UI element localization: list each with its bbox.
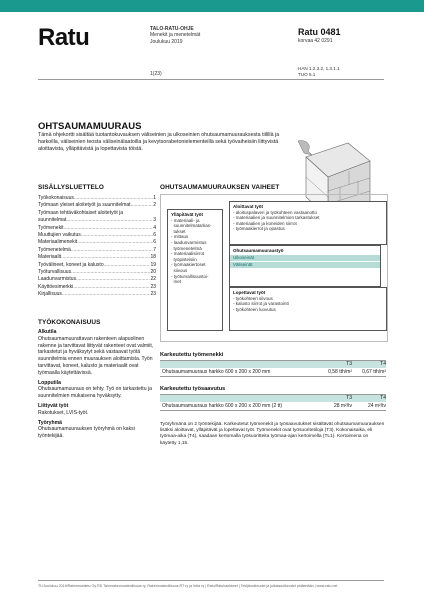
classification-han: HAN 1.2.3.2, 1.3.1.1 (298, 66, 340, 71)
section-title: Liittyvät työt (38, 402, 69, 409)
toc-item-leader (74, 195, 153, 202)
toc-item-label: suunnitelmat (38, 217, 67, 224)
toc-item[interactable] (38, 195, 156, 202)
section-text: Rakotukset, LVIS-työt. (38, 409, 89, 416)
header-meta (150, 26, 200, 45)
main-work-box (229, 245, 381, 287)
list-item: työmenetelmä (171, 245, 202, 251)
footer-text: TL/Joulukuu 2019/Rakennustieto Oy RD Talonrakennusteollisuus ry, Rakennusteollisuus RT ry ja Infra ry | Ratu/Ratuhankkeet | Tekijänoikeudet ja julkaisuoikeudet pidätetään | www.ratu.net (38, 584, 338, 588)
main-work-row-exterior: Ulkoseinät (230, 255, 380, 261)
toc-item-leader (62, 291, 151, 298)
toc-item-page: 19 (150, 261, 156, 268)
table-of-contents (38, 195, 156, 299)
ratu-logo: Ratu (38, 24, 90, 51)
table-row: Ohutsaumamuuraus harkko 600 x 200 x 200 mm 0,58 tth/m² 0,67 tth/m² (162, 369, 386, 375)
toc-item-label: Muuttujien vaikutus (38, 232, 81, 239)
header-classification (298, 66, 340, 78)
toc-item-label: Materiaalimenekit (38, 239, 78, 246)
list-item: met (171, 279, 182, 285)
main-work-row-interior: Väliseinät (230, 262, 380, 268)
toc-item-leader (81, 232, 153, 239)
toc-item-label: Työmenekit (38, 224, 64, 231)
list-item: - työturvallisuustoi- (171, 273, 209, 279)
table1-header: T3 T4 (160, 360, 386, 368)
tables-note: Työryhmänä on 2 työntekijää. Karkeutetut työmenekit ja työsaavutukset sisältävät ohutsaumamuurauksen lisäksi aloittavat, ylläpitävät ja lopettavat työt. Työmenekit ovat työsuoritetiloja (T3). Kokonaisaika, eli työmaa-aika (T4), saadaan kertomalla työsuoritteita työmaa-ajan kertoimella (TL1). Kertoimena on käytetty 1,15. (160, 422, 385, 446)
list-item: - työkohteen luovutus (233, 306, 276, 312)
end-works-list (233, 296, 383, 313)
toc-item[interactable] (38, 269, 156, 276)
whole-heading: TYÖKOKONAISUUS (38, 319, 101, 326)
phases-heading: OHUTSAUMAMUURAUKSEN VAIHEET (160, 184, 280, 191)
toc-item-leader (71, 269, 150, 276)
toc-item-page: 4 (153, 224, 156, 231)
toc-item-label: Materiaalit (38, 254, 62, 261)
toc-item-label: Työturvallisuus (38, 269, 72, 276)
start-works-title: Aloittavat työt (233, 204, 264, 209)
table2-header: T3 T4 (160, 394, 386, 402)
toc-item[interactable] (38, 225, 156, 232)
main-work-title: Ohutsaumamuuraustyö (233, 248, 284, 253)
doc-code: Ratu 0481 (298, 27, 341, 37)
list-item: siivous (171, 267, 188, 273)
list-item: - aloituspalaveri ja työkohteen vastaanotto (233, 209, 318, 215)
section-title: Lopputila (38, 379, 61, 386)
list-item: tukset (171, 228, 186, 234)
toc-item-label: Käyttöesimerkki (38, 283, 74, 290)
table-row: Ohutsaumamuuraus harkko 600 x 200 x 200 mm (2 tt) 28 m²/tv 24 m²/tv (162, 403, 386, 409)
list-item: - materiaalien ja suunnitelmien tarkastukset (233, 215, 320, 221)
toc-item-leader (77, 239, 153, 246)
toc-item[interactable] (38, 254, 156, 261)
toc-item-page: 6 (153, 239, 156, 246)
doc-type: TALO-RATU-OHJE (150, 26, 194, 32)
section-text: Ohutsaumamuurattavan rakenteen alapuolinen rakenne ja tarvittavat liittyvät rakenteet ovat valmiit, tarkastetut ja hyväksytyt sekä vastaavat työtä suunnitelmia ennen muurauksen aloittamista. Työn tarvittavat, koneet, kalusto ja materiaalit ovat työmaalla käytettävissä. (38, 335, 154, 376)
footer-rule (38, 580, 384, 581)
toc-item-leader (73, 284, 150, 291)
list-item: - mittaus (171, 234, 189, 240)
table2-caption: Karkeutettu työsaavutus (160, 386, 226, 392)
toc-item-label: Työvälineet, koneet ja kalusto (38, 261, 104, 268)
doc-subtitle-1: Menekit ja menetelmät (150, 32, 201, 39)
start-works-list (233, 210, 383, 232)
header-code-block (298, 27, 341, 44)
list-item: - materiaalien ja koneiden siirrot (233, 220, 297, 226)
toc-item-page: 23 (150, 291, 156, 298)
toc-item-page: 3 (153, 217, 156, 224)
toc-item-page: 23 (150, 283, 156, 290)
toc-item[interactable] (38, 217, 156, 224)
replaces-code: korvaa 42 0291 (298, 38, 333, 44)
toc-item-leader (66, 217, 153, 224)
list-item: työpisteisiin (171, 256, 197, 262)
toc-item-page: 6 (153, 232, 156, 239)
phases-diagram (160, 194, 388, 342)
toc-item[interactable] (38, 210, 156, 217)
prep-works-title: Ylläpitävät työt (171, 212, 204, 217)
toc-item[interactable] (38, 247, 156, 254)
section-title: Työryhmä (38, 419, 62, 426)
toc-item[interactable] (38, 284, 156, 291)
toc-item[interactable] (38, 262, 156, 269)
table1-caption: Karkeutettu työmenekki (160, 352, 224, 358)
toc-item-page: 7 (153, 246, 156, 253)
toc-item-label: Työkokonaisuus (38, 195, 74, 201)
list-item: - kalusto siirrot ja varastointi (233, 301, 289, 307)
toc-item[interactable] (38, 239, 156, 246)
page-title: OHTSAUMAMUURAUS (38, 121, 142, 132)
section-text: Ohutsaumamuuraus on tehty. Työ on tarkastettu ja suunnitelmien mukaisena hyväksytty. (38, 386, 152, 400)
start-works-box (229, 201, 387, 245)
work-output-table (160, 386, 386, 411)
toc-item[interactable] (38, 276, 156, 283)
toc-item[interactable] (38, 202, 156, 209)
list-item: - työkohteen siivous (233, 295, 273, 301)
section-text: Ohutsaumamuurauksen työryhmä on kaksi työntekijää. (38, 426, 135, 440)
list-item: suunnitelmatarkas- (171, 223, 212, 229)
toc-item-page: 1 (153, 195, 156, 201)
page-number: 1(23) (150, 71, 162, 77)
list-item: - laadunvarmistus (171, 239, 207, 245)
toc-item-label: Työmaan tehtäväkohtaiset aloitetyöt ja (38, 209, 124, 216)
toc-item-label: Työmenetelmä (38, 246, 71, 253)
toc-item[interactable] (38, 291, 156, 298)
list-item: - työmaakierrot ja opastus (233, 226, 285, 232)
list-item: - materiaalisiirrot (171, 251, 205, 257)
toc-item-page: 18 (150, 254, 156, 261)
whole-sections (38, 329, 156, 440)
toc-item-leader (64, 225, 154, 232)
toc-item-page: 20 (150, 269, 156, 276)
toc-heading: SISÄLLYSLUETTELO (38, 184, 104, 191)
toc-item-label: Työmaan yleiset aloitetyöt ja suunnitelmat (38, 202, 131, 209)
toc-item-label: Laadunvarmistus (38, 276, 77, 283)
doc-date: Joulukuu 2019 (150, 38, 183, 45)
toc-item-leader (131, 202, 154, 209)
toc-item-leader (76, 276, 150, 283)
header-rule (38, 79, 384, 80)
section-title: Alkutila (38, 329, 57, 335)
toc-item-label: Kirjallisuus (38, 291, 62, 298)
classification-tuo: TUO 5.1 (298, 72, 316, 77)
toc-item-page: 22 (150, 276, 156, 283)
toc-item-leader (104, 262, 151, 269)
work-consumption-table (160, 352, 386, 377)
prep-works-list (171, 218, 219, 285)
list-item: - työmaakiertoset (171, 262, 206, 268)
end-works-title: Lopettavat työt (233, 290, 266, 295)
toc-item-leader (61, 254, 150, 261)
toc-item-leader (71, 247, 153, 254)
top-accent-bar (0, 0, 424, 12)
list-item: - materiaali- ja (171, 217, 200, 223)
end-works-box (229, 287, 387, 331)
toc-item[interactable] (38, 232, 156, 239)
toc-item-page: 2 (153, 202, 156, 209)
prep-works-box (167, 209, 223, 331)
intro-paragraph: Tämä ohjekortti sisältää tuotantokuvauksen väliseinien ja ulkoseinien ohutsaumamuurauksesta tiilillä ja harkoilla, väliseinien teosta väliseinälaatoilla ja kevytsorabetonielementeillä sekä työvaiheisiin liittyvistä aloittavista, ylläpitävistä ja lopettavista töistä. (38, 132, 280, 153)
